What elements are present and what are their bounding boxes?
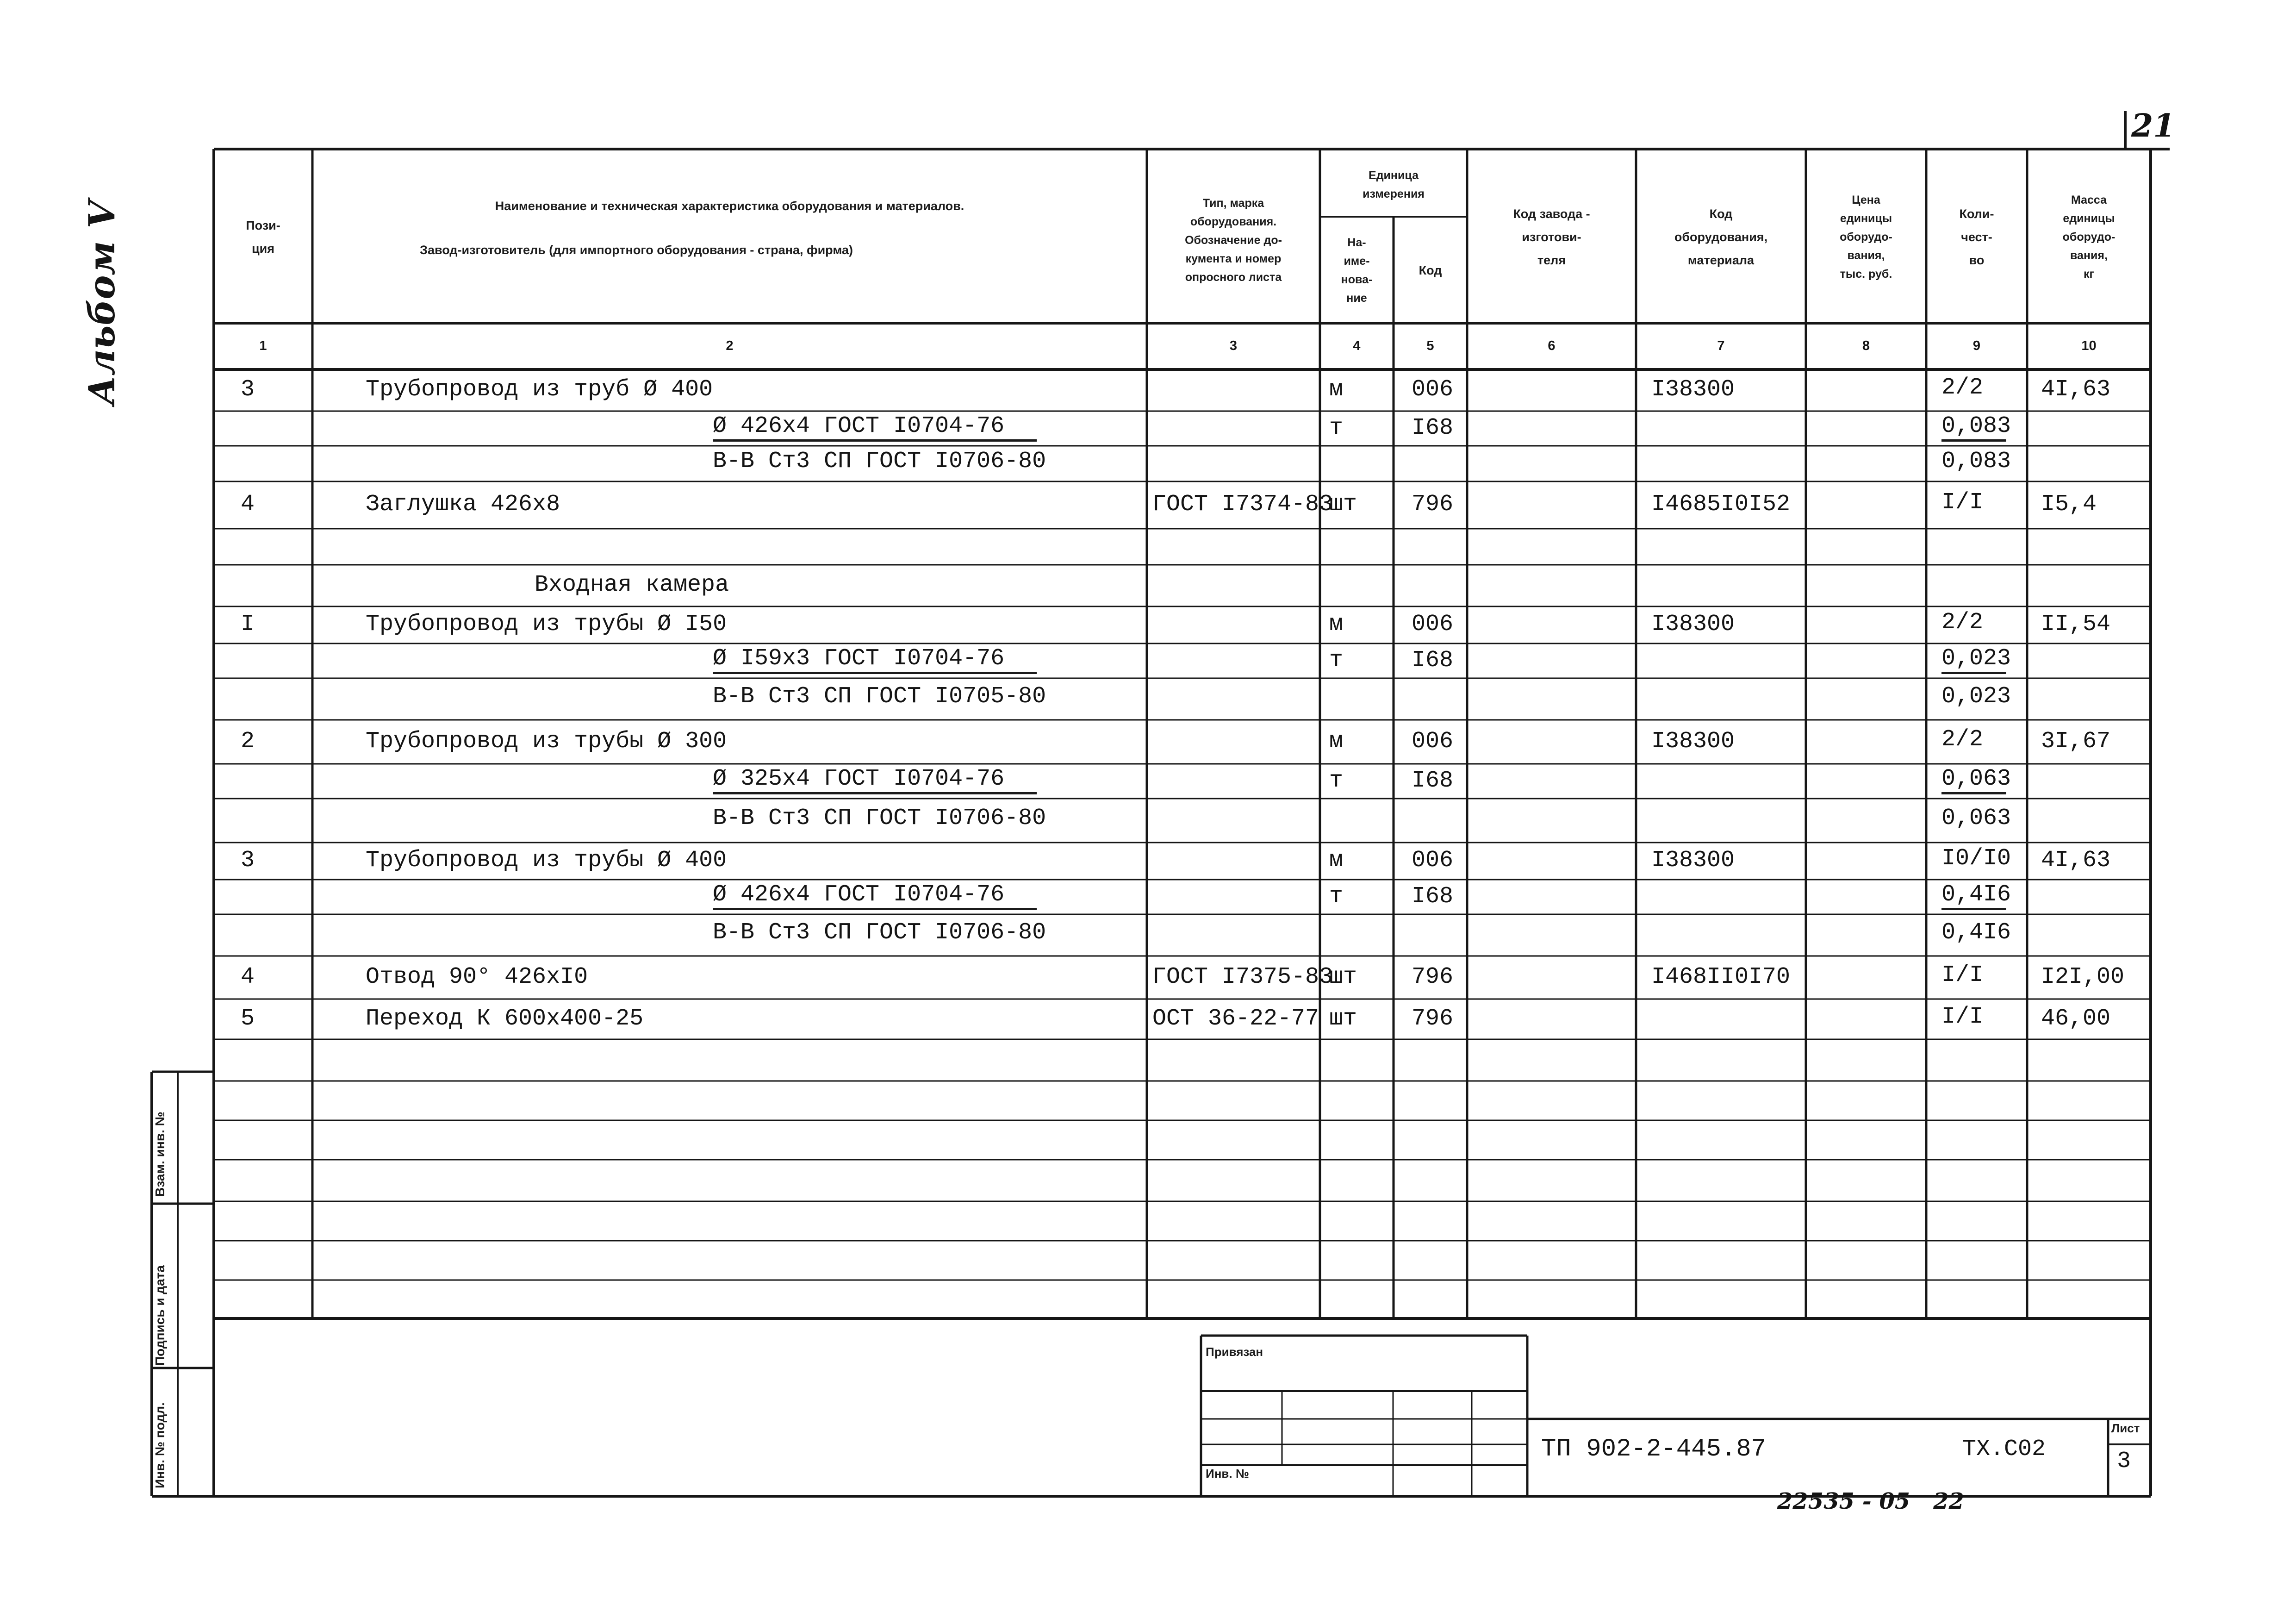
cell-name: Трубопровод из трубы Ø 400 — [366, 847, 727, 874]
cell-name: Трубопровод из трубы Ø I50 — [366, 611, 727, 637]
header-name-line2: Завод-изготовитель (для импортного оборудования - страна, фирма) — [420, 243, 853, 257]
list-number: 3 — [2117, 1448, 2131, 1474]
cell-unit-code: 006 — [1412, 847, 1454, 874]
sheet-code: ТХ.С02 — [1962, 1436, 2046, 1462]
cell-unit-code: I68 — [1412, 415, 1454, 441]
column-number: 6 — [1548, 338, 1556, 353]
cell-quantity: 2/2 — [1941, 609, 1984, 636]
list-label: Лист — [2111, 1421, 2140, 1435]
cell-spec: В-В Ст3 СП ГОСТ I0706-80 — [713, 919, 1046, 946]
cell-quantity: 2/2 — [1941, 375, 1984, 401]
header-material-code: Код оборудования, материала — [1674, 206, 1768, 267]
cell-unit-code: 006 — [1412, 611, 1454, 637]
privyazan-label: Привязан — [1206, 1345, 1263, 1359]
cell-quantity: I/I — [1941, 962, 1984, 988]
cell-position: 3 — [241, 376, 255, 403]
cell-spec: В-В Ст3 СП ГОСТ I0706-80 — [713, 448, 1046, 475]
cell-unit: т — [1329, 768, 1344, 794]
cell-mass: II,54 — [2041, 611, 2111, 637]
stamp-signature-date: Подпись и дата — [153, 1265, 167, 1366]
cell-unit-code: 796 — [1412, 491, 1454, 518]
cell-position: I — [241, 611, 255, 637]
cell-quantity: 0,4I6 — [1941, 919, 2011, 946]
cell-mass: 4I,63 — [2041, 376, 2111, 403]
cell-position: 4 — [241, 491, 255, 518]
stamp-inv-podl: Инв. № подл. — [153, 1402, 167, 1488]
cell-name: Переход К 600х400-25 — [366, 1006, 644, 1032]
cell-mass: 3I,67 — [2041, 728, 2111, 755]
cell-mass: I5,4 — [2041, 491, 2097, 518]
cell-unit: м — [1329, 728, 1344, 755]
cell-unit: шт — [1329, 491, 1357, 518]
cell-unit: м — [1329, 611, 1344, 637]
header-name-line1: Наименование и техническая характеристика оборудования и материалов. — [495, 199, 964, 213]
cell-material-code: I38300 — [1651, 611, 1735, 637]
cell-spec: Ø 325х4 ГОСТ I0704-76 — [713, 766, 1037, 794]
document-code: ТП 902-2-445.87 — [1541, 1435, 1767, 1463]
cell-position: 2 — [241, 728, 255, 755]
column-number: 8 — [1862, 338, 1870, 353]
column-number: 4 — [1353, 338, 1361, 353]
column-number: 1 — [259, 338, 267, 353]
cell-spec: Ø I59х3 ГОСТ I0704-76 — [713, 645, 1037, 674]
cell-unit-code: I68 — [1412, 768, 1454, 794]
column-number: 3 — [1229, 338, 1238, 353]
cell-mass: I2I,00 — [2041, 964, 2125, 990]
cell-unit-code: 796 — [1412, 964, 1454, 990]
cell-name: Трубопровод из труб Ø 400 — [366, 376, 713, 403]
column-number: 2 — [726, 338, 734, 353]
cell-mass: 4I,63 — [2041, 847, 2111, 874]
cell-unit-code: 796 — [1412, 1006, 1454, 1032]
column-number: 10 — [2081, 338, 2097, 353]
header-manufacturer-code: Код завода - изготови- теля — [1513, 206, 1590, 267]
header-mass: Масса единицы оборудо- вания, кг — [2062, 193, 2116, 281]
stamp-vzam-inv: Взам. инв. № — [153, 1112, 167, 1197]
column-number: 9 — [1972, 338, 1981, 353]
header-unit-code: Код — [1419, 263, 1442, 277]
cell-unit-code: I68 — [1412, 883, 1454, 910]
cell-material-code: I38300 — [1651, 847, 1735, 874]
cell-position: 5 — [241, 1006, 255, 1032]
cell-spec: В-В Ст3 СП ГОСТ I0705-80 — [713, 683, 1046, 710]
column-number: 7 — [1717, 338, 1725, 353]
cell-position: 3 — [241, 847, 255, 874]
cell-quantity: 0,083 — [1941, 448, 2011, 475]
cell-unit: т — [1329, 883, 1344, 910]
cell-mass: 46,00 — [2041, 1006, 2111, 1032]
header-type: Тип, марка оборудования. Обозначение до- кумента и номер опросного листа — [1185, 197, 1282, 284]
header-unit-name: На- име- нова- ние — [1341, 236, 1373, 305]
cell-quantity: 2/2 — [1941, 726, 1984, 753]
header-unit-group: Единица измерения — [1363, 169, 1425, 200]
album-label: Альбом V — [81, 200, 123, 405]
cell-spec: Ø 426х4 ГОСТ I0704-76 — [713, 881, 1037, 910]
cell-quantity: I0/I0 — [1941, 845, 2011, 872]
cell-spec: В-В Ст3 СП ГОСТ I0706-80 — [713, 805, 1046, 831]
header-quantity: Коли- чест- во — [1959, 206, 1994, 267]
cell-unit: м — [1329, 376, 1344, 403]
cell-quantity: I/I — [1941, 489, 1984, 516]
cell-quantity: 0,083 — [1941, 413, 2006, 442]
cell-name: Отвод 90° 426хI0 — [366, 964, 588, 990]
cell-quantity: 0,023 — [1941, 645, 2006, 674]
cell-unit-code: 006 — [1412, 376, 1454, 403]
cell-unit-code: I68 — [1412, 647, 1454, 674]
cell-name: Заглушка 426х8 — [366, 491, 560, 518]
header-position: Пози- ция — [246, 218, 280, 256]
cell-quantity: 0,063 — [1941, 766, 2006, 794]
archive-number: 22535 - 05 22 — [1777, 1488, 1965, 1514]
cell-name: Трубопровод из трубы Ø 300 — [366, 728, 727, 755]
cell-material-code: I38300 — [1651, 376, 1735, 403]
cell-unit: шт — [1329, 964, 1357, 990]
column-number: 5 — [1426, 338, 1434, 353]
cell-material-code: I38300 — [1651, 728, 1735, 755]
section-heading: Входная камера — [535, 572, 729, 598]
cell-unit: т — [1329, 647, 1344, 674]
cell-quantity: I/I — [1941, 1004, 1984, 1030]
cell-quantity: 0,023 — [1941, 683, 2011, 710]
cell-unit: т — [1329, 415, 1344, 441]
sheet-mark: 21 — [2131, 107, 2175, 144]
inv-number-label: Инв. № — [1206, 1467, 1249, 1480]
cell-spec: Ø 426х4 ГОСТ I0704-76 — [713, 413, 1037, 442]
cell-position: 4 — [241, 964, 255, 990]
cell-unit: м — [1329, 847, 1344, 874]
cell-document: ГОСТ I7375-83 — [1152, 964, 1333, 990]
cell-document: ГОСТ I7374-83 — [1152, 491, 1333, 518]
cell-quantity: 0,063 — [1941, 805, 2011, 831]
cell-quantity: 0,4I6 — [1941, 881, 2006, 910]
cell-document: ОСТ 36-22-77 — [1152, 1006, 1319, 1032]
cell-material-code: I4685I0I52 — [1651, 491, 1791, 518]
header-price: Цена единицы оборудо- вания, тыс. руб. — [1840, 193, 1892, 281]
cell-unit-code: 006 — [1412, 728, 1454, 755]
cell-unit: шт — [1329, 1006, 1357, 1032]
cell-material-code: I468II0I70 — [1651, 964, 1791, 990]
